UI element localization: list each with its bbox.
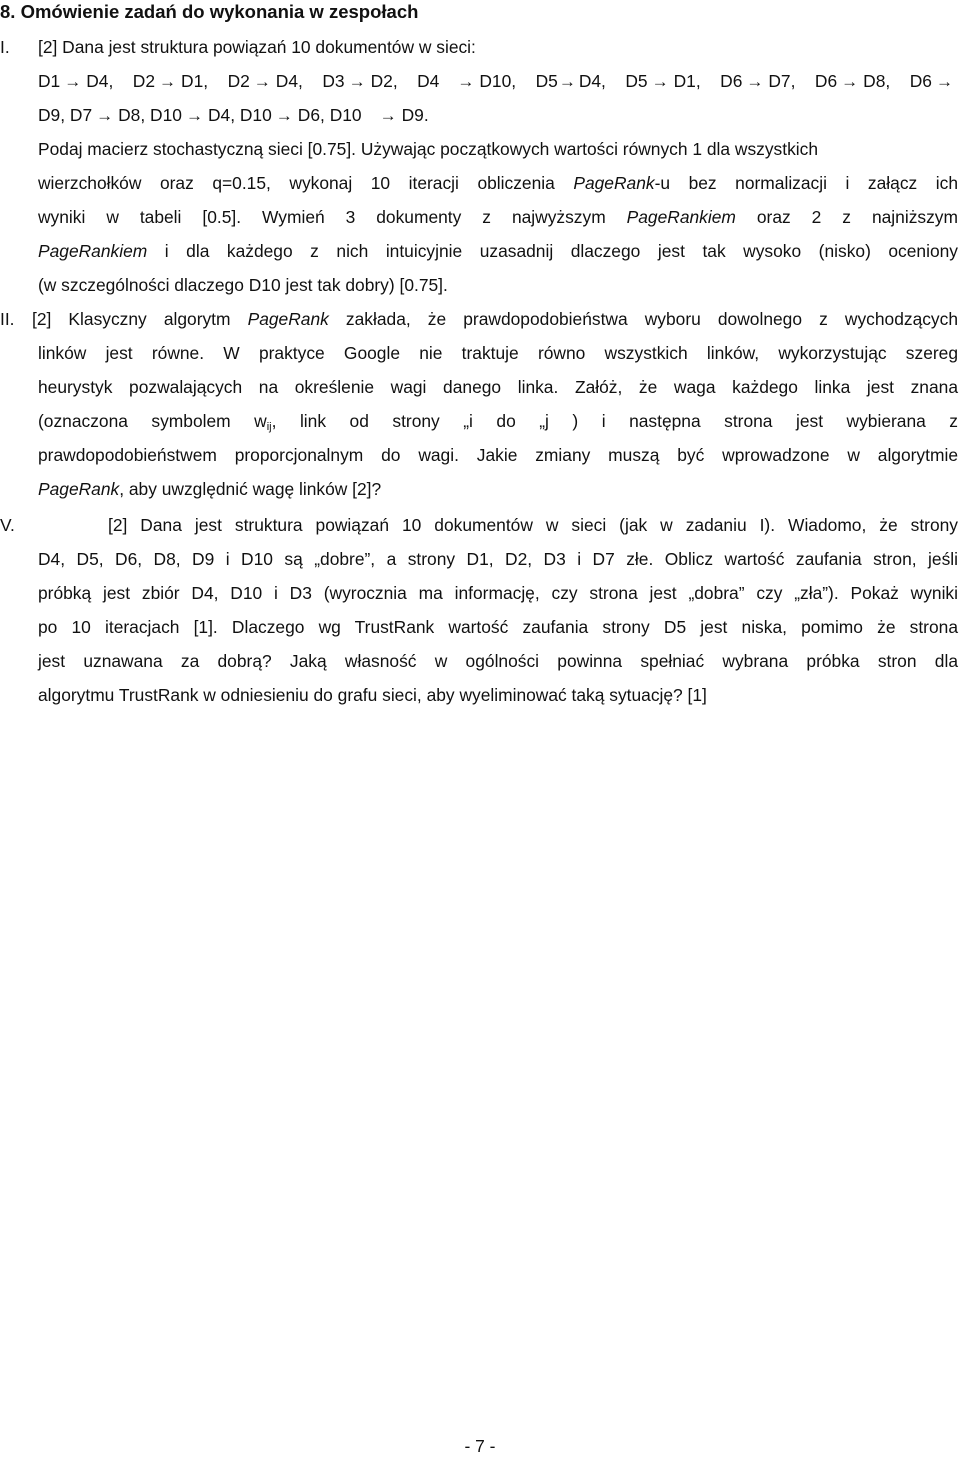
link-source: D4 (417, 71, 440, 91)
arrow-right-icon: → (96, 106, 114, 125)
section-heading: 8. Omówienie zadań do wykonania w zespołach (0, 1, 419, 22)
arrow-right-icon: → (841, 72, 859, 91)
task-5-line-3: próbką jest zbiór D4, D10 i D3 (wyrocznia ma informację, czy strona jest „dobra” czy „zła”). Pokaż wyniki (38, 583, 958, 603)
separator: , (511, 71, 517, 91)
link-target: D4 (207, 105, 231, 125)
link-target: D4 (578, 71, 602, 91)
link-target: D9. (401, 105, 429, 125)
link-source: D9, D7 (38, 105, 93, 125)
arrow-right-icon: → (558, 72, 576, 91)
task-1-line-7: (w szczególności dlaczego D10 jest tak dobry) [0.75]. (38, 275, 448, 295)
link-target: D6 (297, 105, 321, 125)
task-2-line-4 (38, 408, 958, 434)
weight-subscript: ij (266, 421, 272, 433)
pagerank-term: PageRankiem (38, 241, 148, 261)
task-2-text: [2] Klasyczny algorytm (32, 309, 248, 329)
arrow-right-icon: → (348, 72, 366, 91)
task-5-line-5: jest uznawana za dobrą? Jaką własność w ogólności powinna spełniać wybrana próbka stron dla (38, 651, 958, 671)
separator: , (140, 105, 146, 125)
link-target: D8 (118, 105, 141, 125)
arrow-right-icon: → (457, 72, 475, 91)
pagerank-term: PageRank (247, 309, 329, 329)
separator: , (601, 71, 606, 91)
link-target: D8 (863, 71, 886, 91)
separator: , (695, 71, 701, 91)
link-source: D2 (227, 71, 250, 91)
task-1-line-6 (38, 238, 958, 264)
task-1-line-5 (38, 204, 958, 230)
task-2-marker: II. (0, 309, 15, 329)
task-1-text: oraz 2 z najniższym (735, 207, 958, 227)
separator: , (203, 71, 209, 91)
task-1-line-4 (38, 170, 958, 196)
link-target: D1 (673, 71, 696, 91)
link-source: D1 (38, 71, 61, 91)
task-2-line-1 (32, 306, 958, 332)
task-1-text: Podaj macierz stochastyczną sieci [0.75]. (38, 139, 357, 159)
link-target: D2 (370, 71, 393, 91)
task-1-text: -u bez normalizacji i załącz ich (654, 173, 958, 193)
task-2-line-6 (38, 476, 381, 502)
link-target: D10 (479, 71, 512, 91)
links-row-1 (38, 68, 958, 94)
link-source: D5 (535, 71, 558, 91)
task-2-line-3: heurystyk pozwalających na określenie wagi danego linka. Załóż, że waga każdego linka jest znana (38, 377, 958, 397)
task-5-marker: V. (0, 515, 15, 535)
separator: , (392, 71, 398, 91)
task-2-text: , aby uwzględnić wagę linków [2]? (119, 479, 382, 499)
link-target: D7 (768, 71, 791, 91)
task-1-line-3 (38, 136, 818, 162)
task-1-marker: I. (0, 37, 10, 57)
separator: , (298, 71, 303, 91)
link-source: D2 (132, 71, 156, 91)
page-number: - 7 - (464, 1436, 496, 1456)
task-5-line-4: po 10 iteracjach [1]. Dlaczego wg TrustRank wartość zaufania strony D5 jest niska, pomimo że strona (38, 617, 958, 637)
pagerank-term: PageRankiem (626, 207, 736, 227)
task-1-text: i dla każdego z nich intuicyjnie uzasadnij dlaczego jest tak wysoko (nisko) oceniony (147, 241, 958, 261)
separator: , (108, 71, 114, 91)
task-2-text: , link od strony „i do „j ) i następna strona jest wybierana z (271, 411, 958, 431)
arrow-right-icon: → (935, 72, 953, 91)
task-2-line-2: linków jest równe. W praktyce Google nie traktuje równo wszystkich linków, wykorzystując szereg (38, 343, 958, 363)
pagerank-term: PageRank (573, 173, 655, 193)
task-5-line-6: algorytmu TrustRank w odniesieniu do grafu sieci, aby wyeliminować taką sytuację? [1] (38, 685, 707, 705)
link-source: D6 (814, 71, 838, 91)
task-2-text: zakłada, że prawdopodobieństwa wyboru dowolnego z wychodzących (328, 309, 958, 329)
task-5-line-1: [2] Dana jest struktura powiązań 10 dokumentów w sieci (jak w zadaniu I). Wiadomo, że strony (108, 515, 958, 535)
link-target: D4 (86, 71, 109, 91)
separator: , (885, 71, 891, 91)
arrow-right-icon: → (185, 106, 203, 125)
arrow-right-icon: → (253, 72, 271, 91)
arrow-right-icon: → (64, 72, 82, 91)
separator: , (230, 105, 236, 125)
link-target: D4 (275, 71, 299, 91)
link-source: D6 (909, 71, 932, 91)
link-source: D3 (322, 71, 345, 91)
task-2-text: (oznaczona symbolem w (38, 411, 267, 431)
link-source: D5 (625, 71, 648, 91)
task-1-intro: [2] Dana jest struktura powiązań 10 dokumentów w sieci: (38, 37, 476, 57)
task-5-line-2: D4, D5, D6, D8, D9 i D10 są „dobre”, a strony D1, D2, D3 i D7 złe. Oblicz wartość zaufania stron, jeśli (38, 549, 958, 569)
link-source: D10 (239, 105, 272, 125)
link-target: D1 (181, 71, 204, 91)
link-source: D10 (150, 105, 182, 125)
arrow-right-icon: → (746, 72, 764, 91)
link-source: D6 (720, 71, 743, 91)
task-1-text: wyniki w tabeli [0.5]. (38, 207, 242, 227)
task-1-text: Wymień 3 dokumenty z najwyższym (262, 207, 627, 227)
separator: , (790, 71, 796, 91)
arrow-right-icon: → (651, 72, 669, 91)
pagerank-term: PageRank (38, 479, 120, 499)
task-1-text: Używając początkowych wartości równych 1 dla wszystkich (360, 139, 819, 159)
links-row-2 (38, 102, 429, 128)
arrow-right-icon: → (159, 72, 177, 91)
arrow-right-icon: → (275, 106, 293, 125)
task-2-line-5: prawdopodobieństwem proporcjonalnym do wagi. Jakie zmiany muszą być wprowadzone w algorytmie (38, 445, 958, 465)
arrow-right-icon: → (379, 106, 397, 125)
task-1-text: wierzchołków oraz q=0.15, wykonaj 10 iteracji obliczenia (38, 173, 574, 193)
separator: , (320, 105, 325, 125)
link-source: D10 (329, 105, 362, 125)
